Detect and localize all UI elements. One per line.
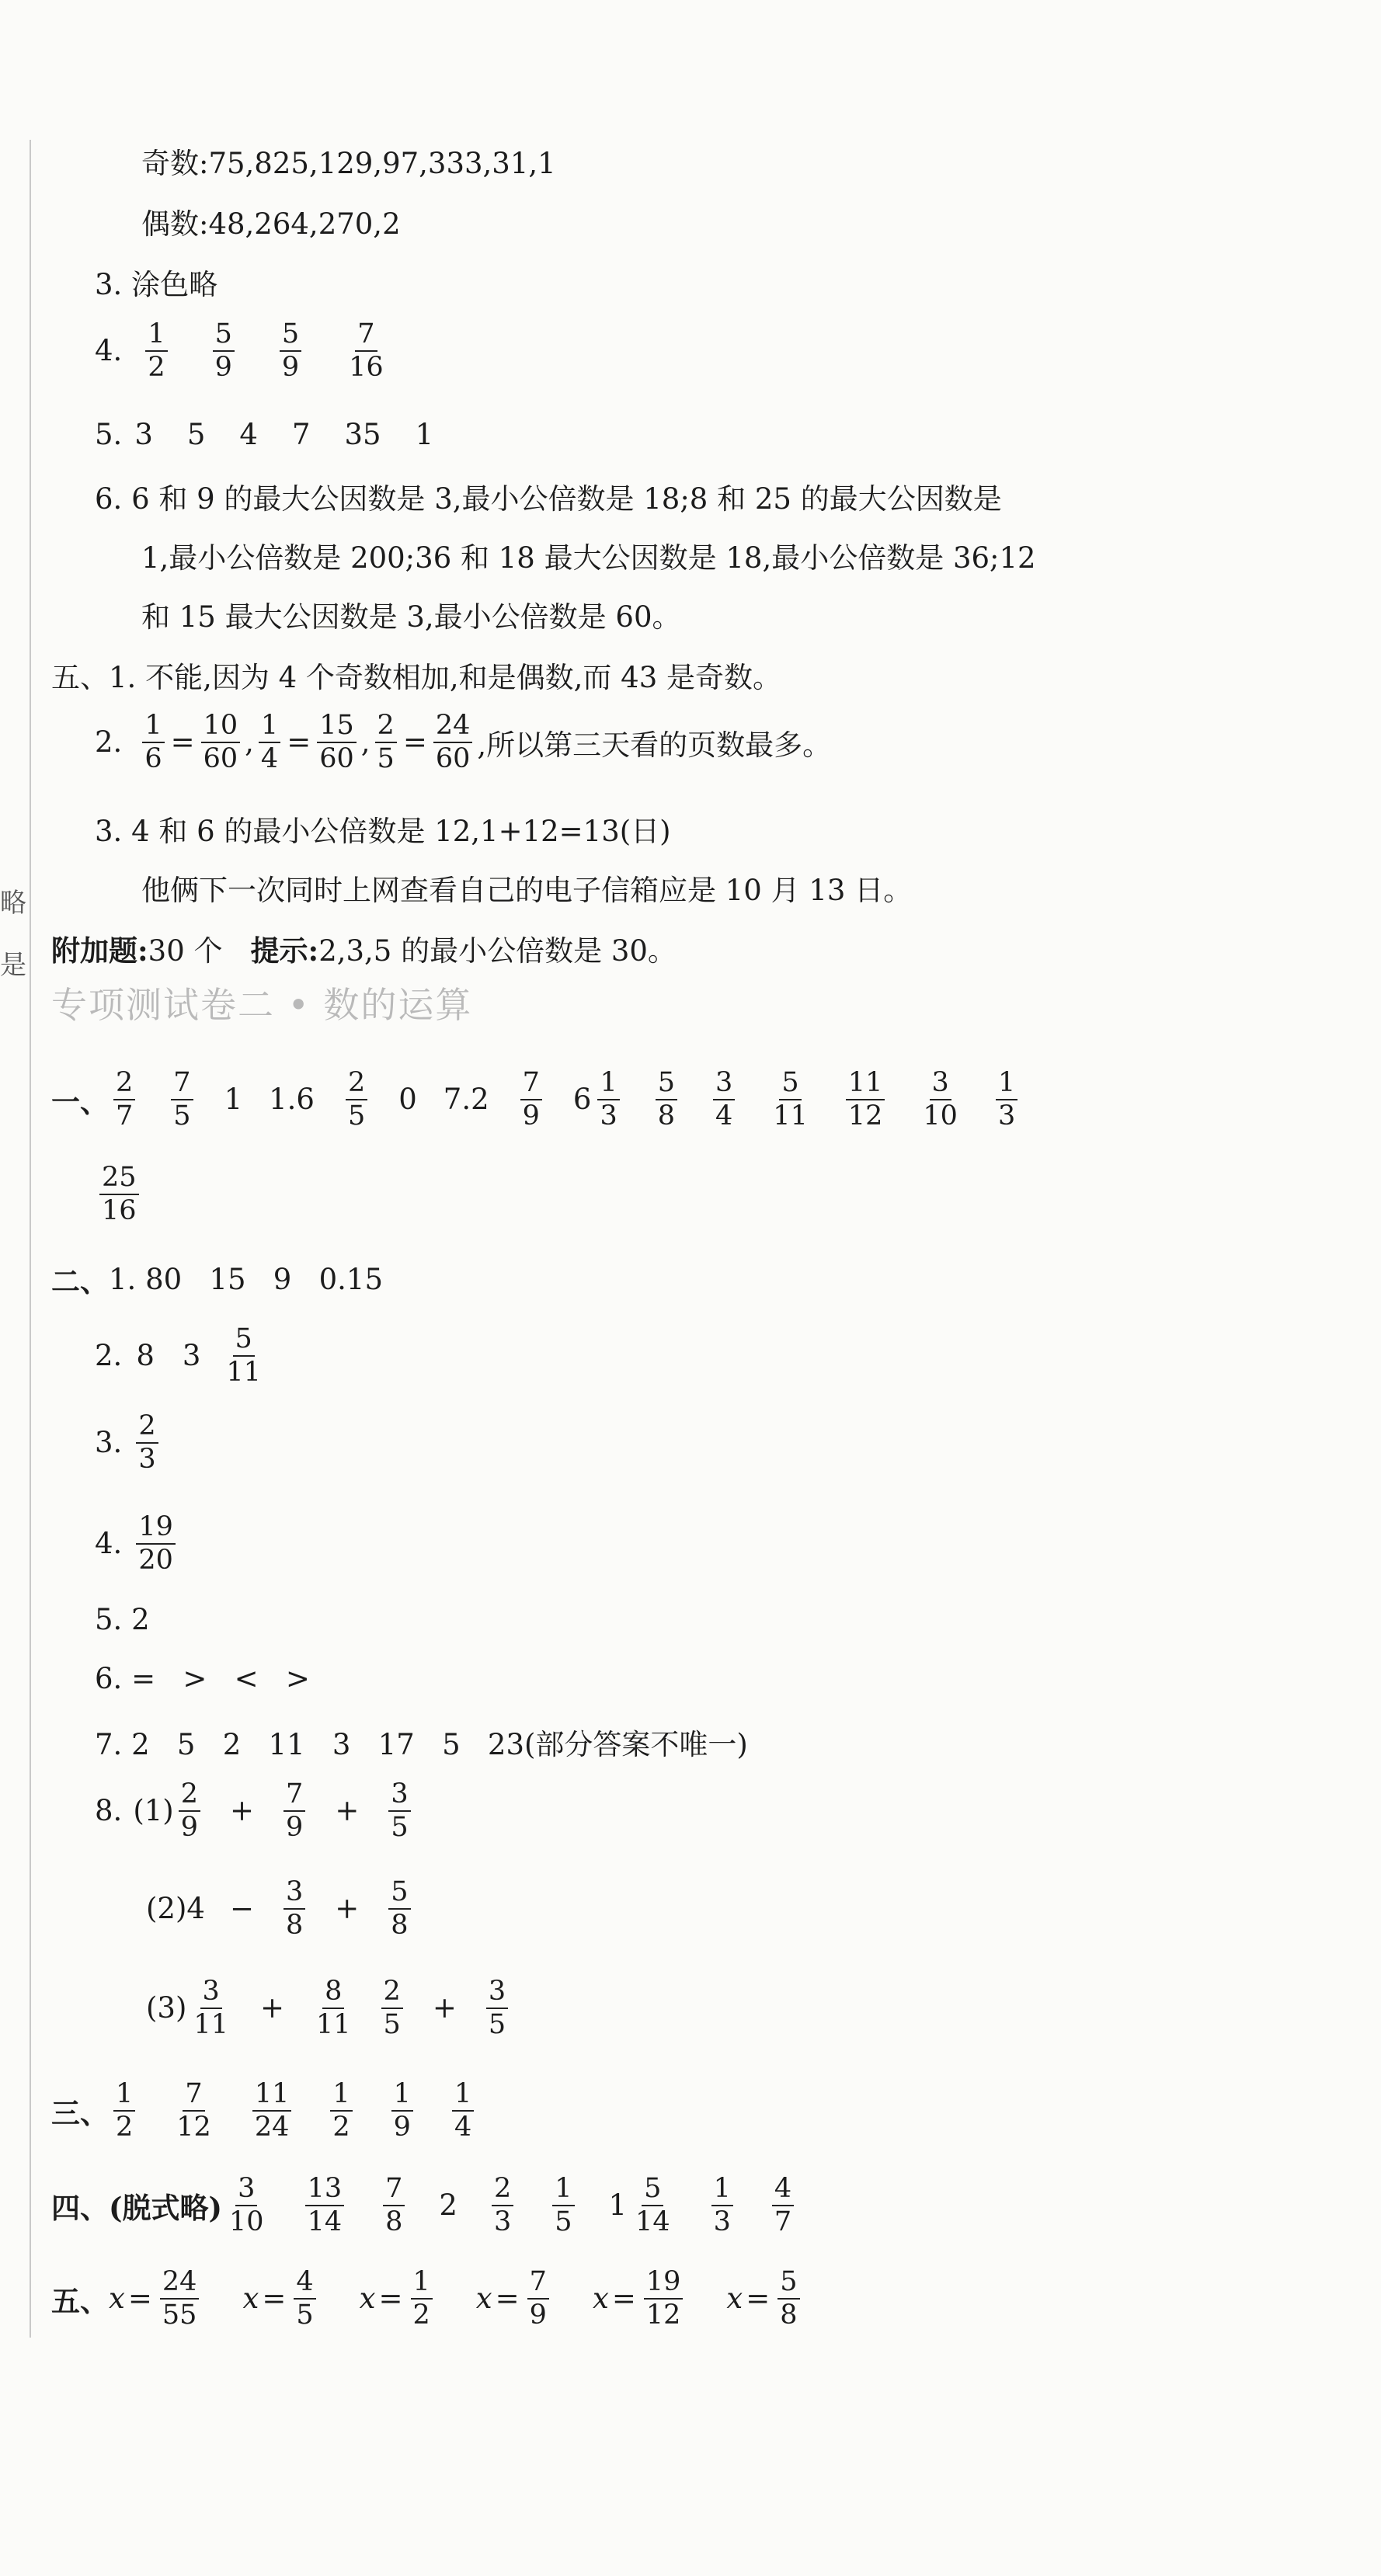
equation: [476, 2268, 554, 2330]
operator: +: [335, 1794, 360, 1828]
fraction: [527, 2268, 549, 2330]
value: 5: [186, 418, 206, 451]
equation: [360, 2268, 437, 2330]
fraction: [330, 2080, 352, 2142]
numerator: 11: [846, 1069, 885, 1100]
variable: x: [726, 2282, 743, 2316]
fraction: [227, 2174, 266, 2237]
equation: [593, 2268, 687, 2330]
question-number: 4.: [95, 334, 123, 368]
answer-text: 1. 80 15 9 0.15: [109, 1262, 383, 1296]
numerator: 1: [259, 711, 280, 743]
denominator: 8: [780, 2299, 798, 2331]
answer-item: [767, 2174, 798, 2237]
fraction: [259, 711, 280, 773]
equals-sign: =: [495, 2282, 520, 2316]
fraction: [280, 320, 301, 382]
numerator: 1: [711, 2174, 733, 2206]
fraction: $\frac{5}{11}$: [226, 1323, 261, 1388]
question-number: 2.: [95, 1339, 123, 1373]
variable: x: [359, 2282, 376, 2316]
fraction: [996, 1069, 1017, 1131]
fraction: [552, 2174, 574, 2237]
numerator: 1: [552, 2174, 574, 2206]
fraction: [633, 2174, 673, 2237]
value: 7: [291, 418, 311, 451]
numerator: 7: [355, 320, 377, 352]
fraction: $\frac{3}{5}$: [388, 1780, 410, 1842]
denominator: 2: [148, 351, 165, 383]
denominator: 16: [349, 351, 384, 383]
fraction: [777, 2268, 799, 2330]
value: 8: [136, 1339, 155, 1373]
separator: ,: [360, 725, 370, 760]
numerator: 2: [492, 2174, 513, 2206]
fraction: [171, 1069, 193, 1131]
fraction: [294, 2268, 315, 2330]
operator: +: [432, 1991, 457, 2025]
answer-6-line-1: 6. 6 和 9 的最大公因数是 3,最小公倍数是 18;8 和 25 的最大公因数是: [95, 482, 1002, 516]
numerator: 3: [713, 1069, 735, 1100]
equals-sign: =: [402, 725, 427, 760]
fraction: [113, 2080, 135, 2142]
section-2-answer-8-3: [146, 1977, 513, 2039]
fraction: $\frac{8}{11}$: [315, 1976, 351, 2040]
value: 3: [182, 1339, 201, 1373]
denominator: 5: [296, 2299, 314, 2331]
edge-char: 略: [0, 888, 26, 919]
section-5-answer-3-line-1: 3. 4 和 6 的最小公倍数是 12,1+12=13(日): [95, 815, 671, 848]
fraction: [492, 2174, 513, 2237]
edge-char: 是: [0, 950, 26, 981]
numerator: 1: [142, 711, 164, 743]
denominator: 12: [645, 2299, 681, 2331]
numerator: 1: [145, 320, 167, 352]
numerator: 2: [346, 1069, 367, 1100]
fraction: $\frac{2}{5}$: [381, 1977, 403, 2039]
section-2-answer-8-1: [95, 1780, 416, 1842]
numerator: 3: [930, 1069, 951, 1100]
variable: x: [475, 2282, 492, 2316]
answer-item: [269, 1083, 315, 1116]
answer-3: 3. 涂色略: [95, 268, 218, 301]
section-4: [51, 2174, 798, 2237]
fraction: [160, 2268, 200, 2330]
operator: +: [259, 1991, 284, 2025]
denominator: 4: [454, 2111, 472, 2143]
denominator: 14: [635, 2206, 670, 2237]
equals-sign: =: [746, 2282, 771, 2316]
denominator: 55: [162, 2299, 197, 2331]
equals-sign: =: [611, 2282, 636, 2316]
bonus-question: [51, 927, 677, 969]
answer-item: [766, 1069, 815, 1131]
fraction: [846, 1069, 885, 1131]
fraction: [145, 320, 167, 382]
fraction: [213, 320, 235, 382]
whole-part: 6: [572, 1083, 592, 1117]
denominator: 24: [254, 2111, 290, 2143]
fraction: [252, 2080, 292, 2142]
numerator: 25: [99, 1163, 139, 1195]
section-label: 三、: [51, 2095, 109, 2130]
hint-text: 2,3,5 的最小公倍数是 30。: [318, 934, 677, 968]
question-number: 3.: [95, 1426, 123, 1460]
denominator: 2: [412, 2299, 430, 2331]
variable: x: [109, 2282, 125, 2316]
denominator: 11: [773, 1100, 808, 1132]
denominator: 60: [203, 742, 238, 774]
section-2-answer-5: 5. 2: [95, 1603, 150, 1636]
fraction: [711, 2174, 733, 2237]
denominator: 9: [214, 351, 232, 383]
question-number: 2.: [95, 725, 123, 760]
section-5-answer-1: 五、1. 不能,因为 4 个奇数相加,和是偶数,而 43 是奇数。: [51, 661, 782, 694]
operator: +: [335, 1892, 360, 1926]
equation: [242, 2268, 320, 2330]
numerator: 13: [305, 2174, 345, 2206]
answer-item: [222, 2174, 271, 2237]
fraction: $\frac{2}{3}$: [136, 1412, 158, 1474]
fraction: [771, 1069, 810, 1131]
denominator: 5: [347, 1100, 366, 1132]
equation: [109, 2268, 203, 2330]
fraction: [99, 1163, 139, 1225]
denominator: 4: [260, 742, 279, 774]
fraction: $\frac{19}{20}$: [136, 1513, 176, 1575]
denominator: 3: [600, 1100, 617, 1132]
denominator: 10: [229, 2206, 264, 2237]
numerator: 2: [113, 1069, 135, 1100]
answer-6-line-3: 和 15 最大公因数是 3,最小公倍数是 60。: [141, 600, 681, 634]
section-label: 四、(脱式略): [51, 2190, 223, 2225]
fraction: [391, 2080, 413, 2142]
value: 1: [224, 1083, 243, 1117]
denominator: 2: [332, 2111, 350, 2143]
value: 0: [398, 1083, 417, 1117]
answer-list: [222, 2174, 798, 2237]
fraction: [346, 1069, 367, 1131]
section-label: 一、: [51, 1084, 109, 1119]
value: 7.2: [443, 1083, 489, 1117]
value: 3: [134, 418, 153, 451]
answer-item: [707, 2174, 738, 2237]
even-numbers-line: 偶数:48,264,270,2: [141, 207, 401, 241]
fraction: [452, 2080, 474, 2142]
equals-sign: =: [170, 725, 195, 760]
numerator: 5: [642, 2174, 663, 2206]
fraction-list: [141, 320, 390, 382]
fraction: [713, 1069, 735, 1131]
section-label: 二、: [51, 1264, 109, 1298]
section-2-answer-8-2: [146, 1878, 416, 1940]
section-5-equations: [51, 2268, 805, 2330]
numerator: 19: [644, 2268, 684, 2300]
hint-label: 提示:: [250, 933, 319, 968]
answer-item: [916, 1069, 965, 1131]
answer-item: [166, 1069, 197, 1131]
section-1-row-1: [51, 1069, 1049, 1131]
section-5-answer-3-line-2: 他俩下一次同时上网查看自己的电子信箱应是 10 月 13 日。: [141, 874, 913, 907]
equals-sign: =: [127, 2282, 152, 2316]
question-number: 8.: [95, 1794, 123, 1828]
binding-margin-line: [30, 140, 31, 2338]
denominator: 7: [116, 1100, 134, 1132]
numerator: 1: [996, 1069, 1017, 1100]
denominator: 5: [555, 2206, 572, 2237]
fraction-comparison: [137, 711, 831, 773]
sub-label: (1): [133, 1794, 174, 1828]
answer-item: [609, 2174, 677, 2237]
denominator: 2: [116, 2111, 134, 2143]
denominator: 9: [393, 2111, 411, 2143]
section-2-answer-2: [95, 1325, 268, 1387]
section-5-answer-2: [95, 711, 831, 773]
section-label: 五、: [51, 2283, 109, 2318]
value: 2: [439, 2188, 457, 2223]
answer-item: [487, 2174, 518, 2237]
numerator: 5: [280, 320, 301, 352]
value-list: [134, 418, 433, 451]
numerator: 24: [160, 2268, 200, 2300]
equation: [726, 2268, 804, 2330]
fraction: $\frac{2}{9}$: [179, 1780, 200, 1842]
answer-list: [109, 1069, 1049, 1131]
denominator: 8: [385, 2206, 403, 2237]
denominator: 5: [173, 1100, 191, 1132]
section-2-answer-3: [95, 1412, 163, 1474]
whole-part: 1: [608, 2188, 628, 2223]
numerator: 1: [411, 2268, 433, 2300]
numerator: 7: [183, 2080, 204, 2112]
question-number: 5.: [95, 418, 123, 451]
answer-list: [109, 2080, 478, 2142]
section-2-answer-6: 6. = > < >: [95, 1662, 310, 1695]
denominator: 14: [307, 2206, 343, 2237]
numerator: 1: [391, 2080, 413, 2112]
fraction: [772, 2174, 794, 2237]
answer-item: [301, 2174, 350, 2237]
answer-item: [516, 1069, 547, 1131]
fraction: [644, 2268, 684, 2330]
equation-list: [109, 2268, 805, 2330]
denominator: 10: [923, 1100, 958, 1132]
fraction: [174, 2080, 214, 2142]
fraction: [383, 2174, 405, 2237]
numerator: 1: [452, 2080, 474, 2112]
fraction: [520, 1069, 542, 1131]
answer-item: [341, 1069, 372, 1131]
answer-item: [841, 1069, 890, 1131]
denominator: 60: [435, 742, 471, 774]
numerator: 5: [779, 1069, 801, 1100]
numerator: 11: [252, 2080, 292, 2112]
denominator: 3: [713, 2206, 731, 2237]
denominator: 9: [522, 1100, 540, 1132]
section-title: 专项测试卷二 • 数的运算: [51, 984, 473, 1026]
bonus-answer: 30 个: [148, 934, 223, 968]
denominator: 3: [493, 2206, 512, 2237]
fraction: [142, 711, 164, 773]
denominator: 12: [847, 1100, 883, 1132]
operator: +: [230, 1794, 255, 1828]
numerator: 10: [201, 711, 241, 743]
odd-numbers-line: 奇数:75,825,129,97,333,31,1: [141, 147, 556, 180]
numerator: 15: [317, 711, 357, 743]
denominator: 5: [377, 742, 395, 774]
section-2-answer-7: 7. 2 5 2 11 3 17 5 23(部分答案不唯一): [95, 1728, 748, 1761]
value: 1: [415, 418, 434, 451]
value: 35: [344, 418, 381, 451]
variable: x: [242, 2282, 259, 2316]
numerator: 4: [294, 2268, 315, 2300]
fraction: $\frac{3}{8}$: [284, 1878, 305, 1940]
separator: ,: [245, 725, 254, 760]
numerator: 2: [375, 711, 397, 743]
answer-item: [651, 1069, 682, 1131]
answer-item: [548, 2174, 579, 2237]
variable: x: [592, 2282, 609, 2316]
numerator: 5: [777, 2268, 799, 2300]
fraction: [346, 320, 386, 382]
fraction: [201, 711, 241, 773]
numerator: 3: [235, 2174, 257, 2206]
fraction: $\frac{3}{5}$: [486, 1977, 508, 2039]
numerator: 1: [597, 1069, 619, 1100]
answer-6-line-2: 1,最小公倍数是 200;36 和 18 最大公因数是 18,最小公倍数是 36;12: [141, 541, 1036, 575]
answer-list: [95, 1163, 144, 1225]
value: 1.6: [269, 1083, 315, 1117]
denominator: 16: [102, 1194, 137, 1226]
sub-label: (2)4: [146, 1892, 205, 1926]
fraction: [113, 1069, 135, 1131]
numerator: 7: [527, 2268, 549, 2300]
denominator: 3: [997, 1100, 1016, 1132]
answer-item: [444, 1083, 489, 1116]
denominator: 60: [319, 742, 354, 774]
answer-item: [224, 1083, 243, 1116]
fraction: $\frac{7}{9}$: [284, 1780, 305, 1842]
value: 4: [239, 418, 258, 451]
bonus-label: 附加题:: [51, 933, 148, 968]
section-2-answer-1: [51, 1258, 383, 1300]
numerator: 4: [772, 2174, 794, 2206]
answer-item: [708, 1069, 739, 1131]
answer-item: [573, 1069, 624, 1131]
sub-label: (3): [146, 1991, 187, 2025]
fraction: $\frac{5}{8}$: [388, 1878, 410, 1940]
equals-sign: =: [262, 2282, 287, 2316]
equals-sign: =: [378, 2282, 403, 2316]
equals-sign: =: [287, 725, 311, 760]
denominator: 4: [715, 1100, 733, 1132]
section-2-answer-4: [95, 1513, 180, 1575]
answer-4: [95, 320, 391, 382]
section-1-row-2: [95, 1163, 144, 1225]
answer-5: [95, 418, 433, 451]
fraction: [656, 1069, 677, 1131]
answer-item: [439, 2188, 457, 2222]
conclusion-text: ,所以第三天看的页数最多。: [477, 728, 832, 762]
numerator: 5: [213, 320, 235, 352]
numerator: 1: [330, 2080, 352, 2112]
fraction: [920, 1069, 960, 1131]
answer-item: [991, 1069, 1022, 1131]
denominator: 6: [144, 742, 162, 774]
answer-item: [109, 1069, 140, 1131]
numerator: 7: [383, 2174, 405, 2206]
denominator: 12: [176, 2111, 211, 2143]
fraction: [597, 1069, 619, 1131]
fraction: $\frac{3}{11}$: [193, 1976, 228, 2040]
numerator: 5: [656, 1069, 677, 1100]
numerator: 7: [171, 1069, 193, 1100]
fraction: [305, 2174, 345, 2237]
answer-item: [378, 2174, 409, 2237]
section-3: [51, 2080, 478, 2142]
fraction: [317, 711, 357, 773]
fraction: [433, 711, 473, 773]
denominator: 8: [657, 1100, 676, 1132]
fraction: [375, 711, 397, 773]
answer-item: [398, 1083, 417, 1116]
operator: −: [229, 1892, 254, 1926]
question-number: 4.: [95, 1527, 123, 1561]
fraction: [411, 2268, 433, 2330]
denominator: 7: [774, 2206, 792, 2237]
numerator: 7: [520, 1069, 542, 1100]
denominator: 9: [529, 2299, 547, 2331]
numerator: 1: [113, 2080, 135, 2112]
numerator: 24: [433, 711, 473, 743]
denominator: 9: [281, 351, 300, 383]
